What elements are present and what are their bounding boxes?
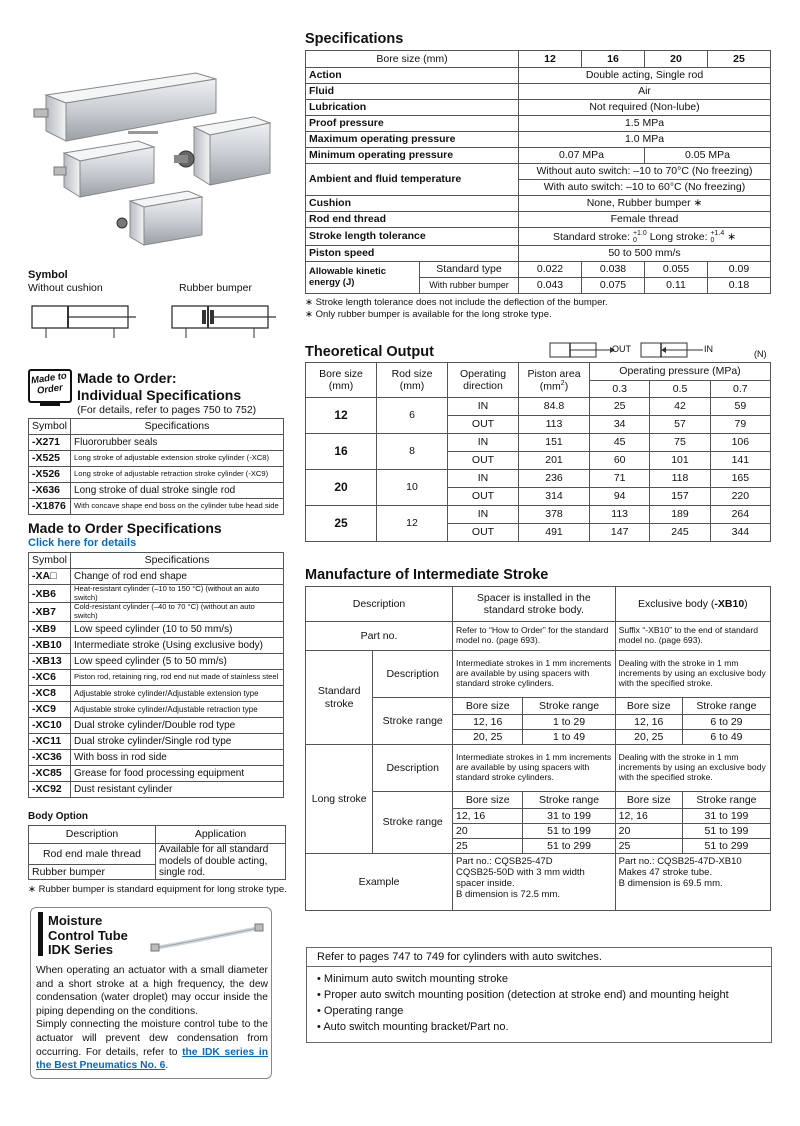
table-row: -XB13 Low speed cylinder (5 to 50 mm/s) (29, 653, 284, 669)
list-item: • Operating range (317, 1005, 404, 1017)
table-row: -XC92 Dust resistant cylinder (29, 781, 284, 797)
table-row: -XC9 Adjustable stroke cylinder/Adjustable retraction type (29, 701, 284, 717)
table-row: OUT 201 60 101 141 (306, 452, 771, 470)
symbol-title: Symbol (28, 269, 68, 281)
theoretical-output-title: Theoretical Output (305, 344, 434, 360)
mto-specs-table: Symbol Specifications -XA□ Change of rod end shape -XB6 Heat-resistant cylinder (–10 to 150 °C) (without an auto switch) -XB7 Cold-resistant cylinder (–40 to 70 °C) (without an auto switch) -XB9 Low speed cylinder (10 to 50 mm/s) -XB10 Intermediate stroke (Using exclusive body) -XB13 Low speed cylinder (5 to 50 mm/s) -XC6 Piston rod, retaining ring, rod end nut made of stainless steel -XC8 Adjustable stroke cylinder/Adjustable extension type -XC9 Adjustable stroke cylinder/Adjustable retraction type -XC10 Dual stroke cylinder/Double rod type -XC11 Dual stroke cylinder/Single rod type -XC36 With boss in rod side -XC85 Grease for food processing equipment -XC92 Dust resistant cylinder (28, 552, 284, 798)
theoretical-output-table: Bore size (mm) Rod size (mm) Operating direction Piston area $(mm^2)$ Operating pressure (MPa) 0.3 0.5 0.7 12 6 IN 84.8 25 42 59 OUT 113 34 57 79 16 8 IN 151 45 75 106 OUT 201 60 101 141 20 10 IN 236 71 118 165 OUT 314 94 157 220 25 12 IN 378 113 189 264 OUT 491 147 245 344 (305, 362, 771, 542)
output-direction-diagram: OUT IN (N) (548, 342, 778, 358)
table-row: -X525 Long stroke of adjustable extension stroke cylinder (-XC8) (29, 451, 284, 467)
table-row: -X1876 With concave shape end boss on the cylinder tube head side (29, 499, 284, 515)
table-row: -XC36 With boss in rod side (29, 749, 284, 765)
moisture-title-2: Control Tube (48, 927, 128, 943)
table-row: -XC6 Piston rod, retaining ring, rod end nut made of stainless steel (29, 669, 284, 685)
table-row: 12 6 IN 84.8 25 42 59 (306, 398, 771, 416)
mto-title-line2: Individual Specifications (77, 387, 242, 403)
table-row: 25 12 IN 378 113 189 264 (306, 506, 771, 524)
mto-specs-title: Made to Order Specifications (28, 520, 222, 536)
symbol-without-cushion-drawing (28, 300, 138, 349)
cylinder-product-photo (28, 55, 290, 255)
list-item: • Auto switch mounting bracket/Part no. (317, 1021, 509, 1033)
table-row: -XB10 Intermediate stroke (Using exclusive body) (29, 637, 284, 653)
auto-switch-box (306, 947, 772, 1043)
moisture-title-1: Moisture (48, 913, 103, 928)
table-row: -XC10 Dual stroke cylinder/Double rod type (29, 717, 284, 733)
symbol-without-cushion-label: Without cushion (28, 282, 103, 294)
table-row: 12, 16 1 to 29 12, 16 6 to 29 (306, 715, 771, 730)
body-option-note: ∗ Rubber bumper is standard equipment for long stroke type. (28, 884, 287, 895)
intermediate-stroke-table: Description Spacer is installed in the standard stroke body. Exclusive body (-XB10) Part no. Refer to “How to Order” for the standard model no. (page 693). Suffix “-XB10” to the end of standard model no. (page 693). Standard stroke Description Intermediate strokes in 1 mm increments are available by using spacers with standard stroke cylinders. Dealing with the stroke in 1 mm increments by using an exclusive body with the specified stroke. Stroke range Bore size Stroke range Bore size Stroke range 12, 16 1 to 29 12, 16 6 to 29 20, 25 1 to 49 20, 25 6 to 49 Long stroke Description Intermediate strokes in 1 mm increments are available by using spacers with standard stroke cylinders. Dealing with the stroke in 1 mm increments by using an exclusive body with the specified stroke. Stroke range Bore size Stroke range Bore size Stroke range 12, 16 31 to 199 12, 16 31 to 199 20 51 to 199 20 51 to 199 25 51 to 299 25 51 to 299 Example Part no.: CQSB25-47D CQSB25-50D with 3 mm width spacer inside. B dimension is 72.5 mm. Part no.: CQSB25-47D-XB10 Makes 47 stroke tube. B dimension is 69.5 mm. (305, 586, 771, 911)
list-item: • Proper auto switch mounting position (detection at stroke end) and mounting height (317, 989, 729, 1001)
moisture-control-box: Moisture Control Tube IDK Series When operating an actuator with a small diameter and a short stroke at a high frequency, the dew condensation (water droplet) may occur inside the piping depending on the conditions. Simply connecting the moisture control tube to the actuator will prevent dew condensation from occurring. For details, refer to the IDK series in the Best Pneumatics No. 6. (30, 907, 272, 1079)
table-row: -X271 Fluororubber seals (29, 435, 284, 451)
body-option-table: Description Application Rod end male thread Available for all standard models of double acting, single rod. Rubber bumper (28, 825, 286, 880)
table-row: -XB6 Heat-resistant cylinder (–10 to 150 °C) (without an auto switch) (29, 585, 284, 603)
moisture-tube-image (149, 918, 269, 963)
mto-specs-link[interactable]: Click here for details (28, 537, 137, 549)
table-row: -XC85 Grease for food processing equipment (29, 765, 284, 781)
table-row: -X526 Long stroke of adjustable retraction stroke cylinder (-XC9) (29, 467, 284, 483)
specifications-table: Bore size (mm) 12 16 20 25 Action Double acting, Single rod Fluid Air Lubrication Not required (Non-lube) Proof pressure 1.5 MPa Maximum operating pressure 1.0 MPa Minimum operating pressure 0.07 MPa 0.05 MPa Ambient and fluid temperature Without auto switch: –10 to 70°C (No freezing) With auto switch: –10 to 60°C (No freezing) Cushion None, Rubber bumper ∗ Rod end thread Female thread Stroke length tolerance Standard stroke: +1.0 0 Long stroke: +1.4 0 ∗ Piston speed 50 to 500 mm/s Allowable kinetic energy (J) Standard type 0.022 0.038 0.055 0.09 With rubber bumper 0.043 0.075 0.11 0.18 (305, 50, 771, 294)
specs-note-1: ∗ Stroke length tolerance does not include the deflection of the bumper. (305, 297, 608, 308)
mto-individual-table: Symbol Specifications -X271 Fluororubber seals -X525 Long stroke of adjustable extension stroke cylinder (-XC8) -X526 Long stroke of adjustable retraction stroke cylinder (-XC9) -X636 Long stroke of dual stroke single rod -X1876 With concave shape end boss on the cylinder tube head side (28, 418, 284, 515)
specifications-title: Specifications (305, 31, 404, 47)
table-row: 20 51 to 199 20 51 to 199 (306, 824, 771, 839)
table-row: -XA□ Change of rod end shape (29, 569, 284, 585)
table-row: 20, 25 1 to 49 20, 25 6 to 49 (306, 730, 771, 745)
table-row: -XB7 Cold-resistant cylinder (–40 to 70 °C) (without an auto switch) (29, 603, 284, 621)
intermediate-stroke-title: Manufacture of Intermediate Stroke (305, 567, 549, 583)
symbol-rubber-bumper-drawing (168, 300, 278, 349)
mto-title-line1: Made to Order: (77, 370, 177, 386)
table-row: -XB9 Low speed cylinder (10 to 50 mm/s) (29, 621, 284, 637)
table-row: OUT 491 147 245 344 (306, 524, 771, 542)
specs-note-2: ∗ Only rubber bumper is available for the long stroke type. (305, 309, 552, 320)
made-to-order-badge: Made to Order (28, 369, 72, 409)
mto-subtitle: (For details, refer to pages 750 to 752) (77, 404, 257, 416)
list-item: • Minimum auto switch mounting stroke (317, 973, 508, 985)
table-row: 20 10 IN 236 71 118 165 (306, 470, 771, 488)
table-row: 12, 16 31 to 199 12, 16 31 to 199 (306, 809, 771, 824)
body-option-title: Body Option (28, 811, 88, 822)
table-row: 16 8 IN 151 45 75 106 (306, 434, 771, 452)
table-row: -X636 Long stroke of dual stroke single rod (29, 483, 284, 499)
moisture-title-3: IDK Series (48, 942, 114, 957)
table-row: -XC11 Dual stroke cylinder/Single rod type (29, 733, 284, 749)
auto-switch-header: Refer to pages 747 to 749 for cylinders with auto switches. (307, 948, 771, 967)
table-row: OUT 113 34 57 79 (306, 416, 771, 434)
idk-series-link[interactable]: the IDK series in the Best Pneumatics No. 6 (36, 1046, 268, 1072)
moisture-body: When operating an actuator with a small diameter and a short stroke at a high frequency, the dew condensation (water droplet) may occur inside the piping depending on the conditions. (36, 965, 268, 1017)
table-row: -XC8 Adjustable stroke cylinder/Adjustable extension type (29, 685, 284, 701)
table-row: 25 51 to 299 25 51 to 299 (306, 839, 771, 854)
table-row: OUT 314 94 157 220 (306, 488, 771, 506)
moisture-body-2: Simply connecting the moisture control tube to the actuator will prevent dew condensation from occurring. For details, refer to (36, 1019, 268, 1058)
symbol-rubber-bumper-label: Rubber bumper (179, 282, 252, 294)
